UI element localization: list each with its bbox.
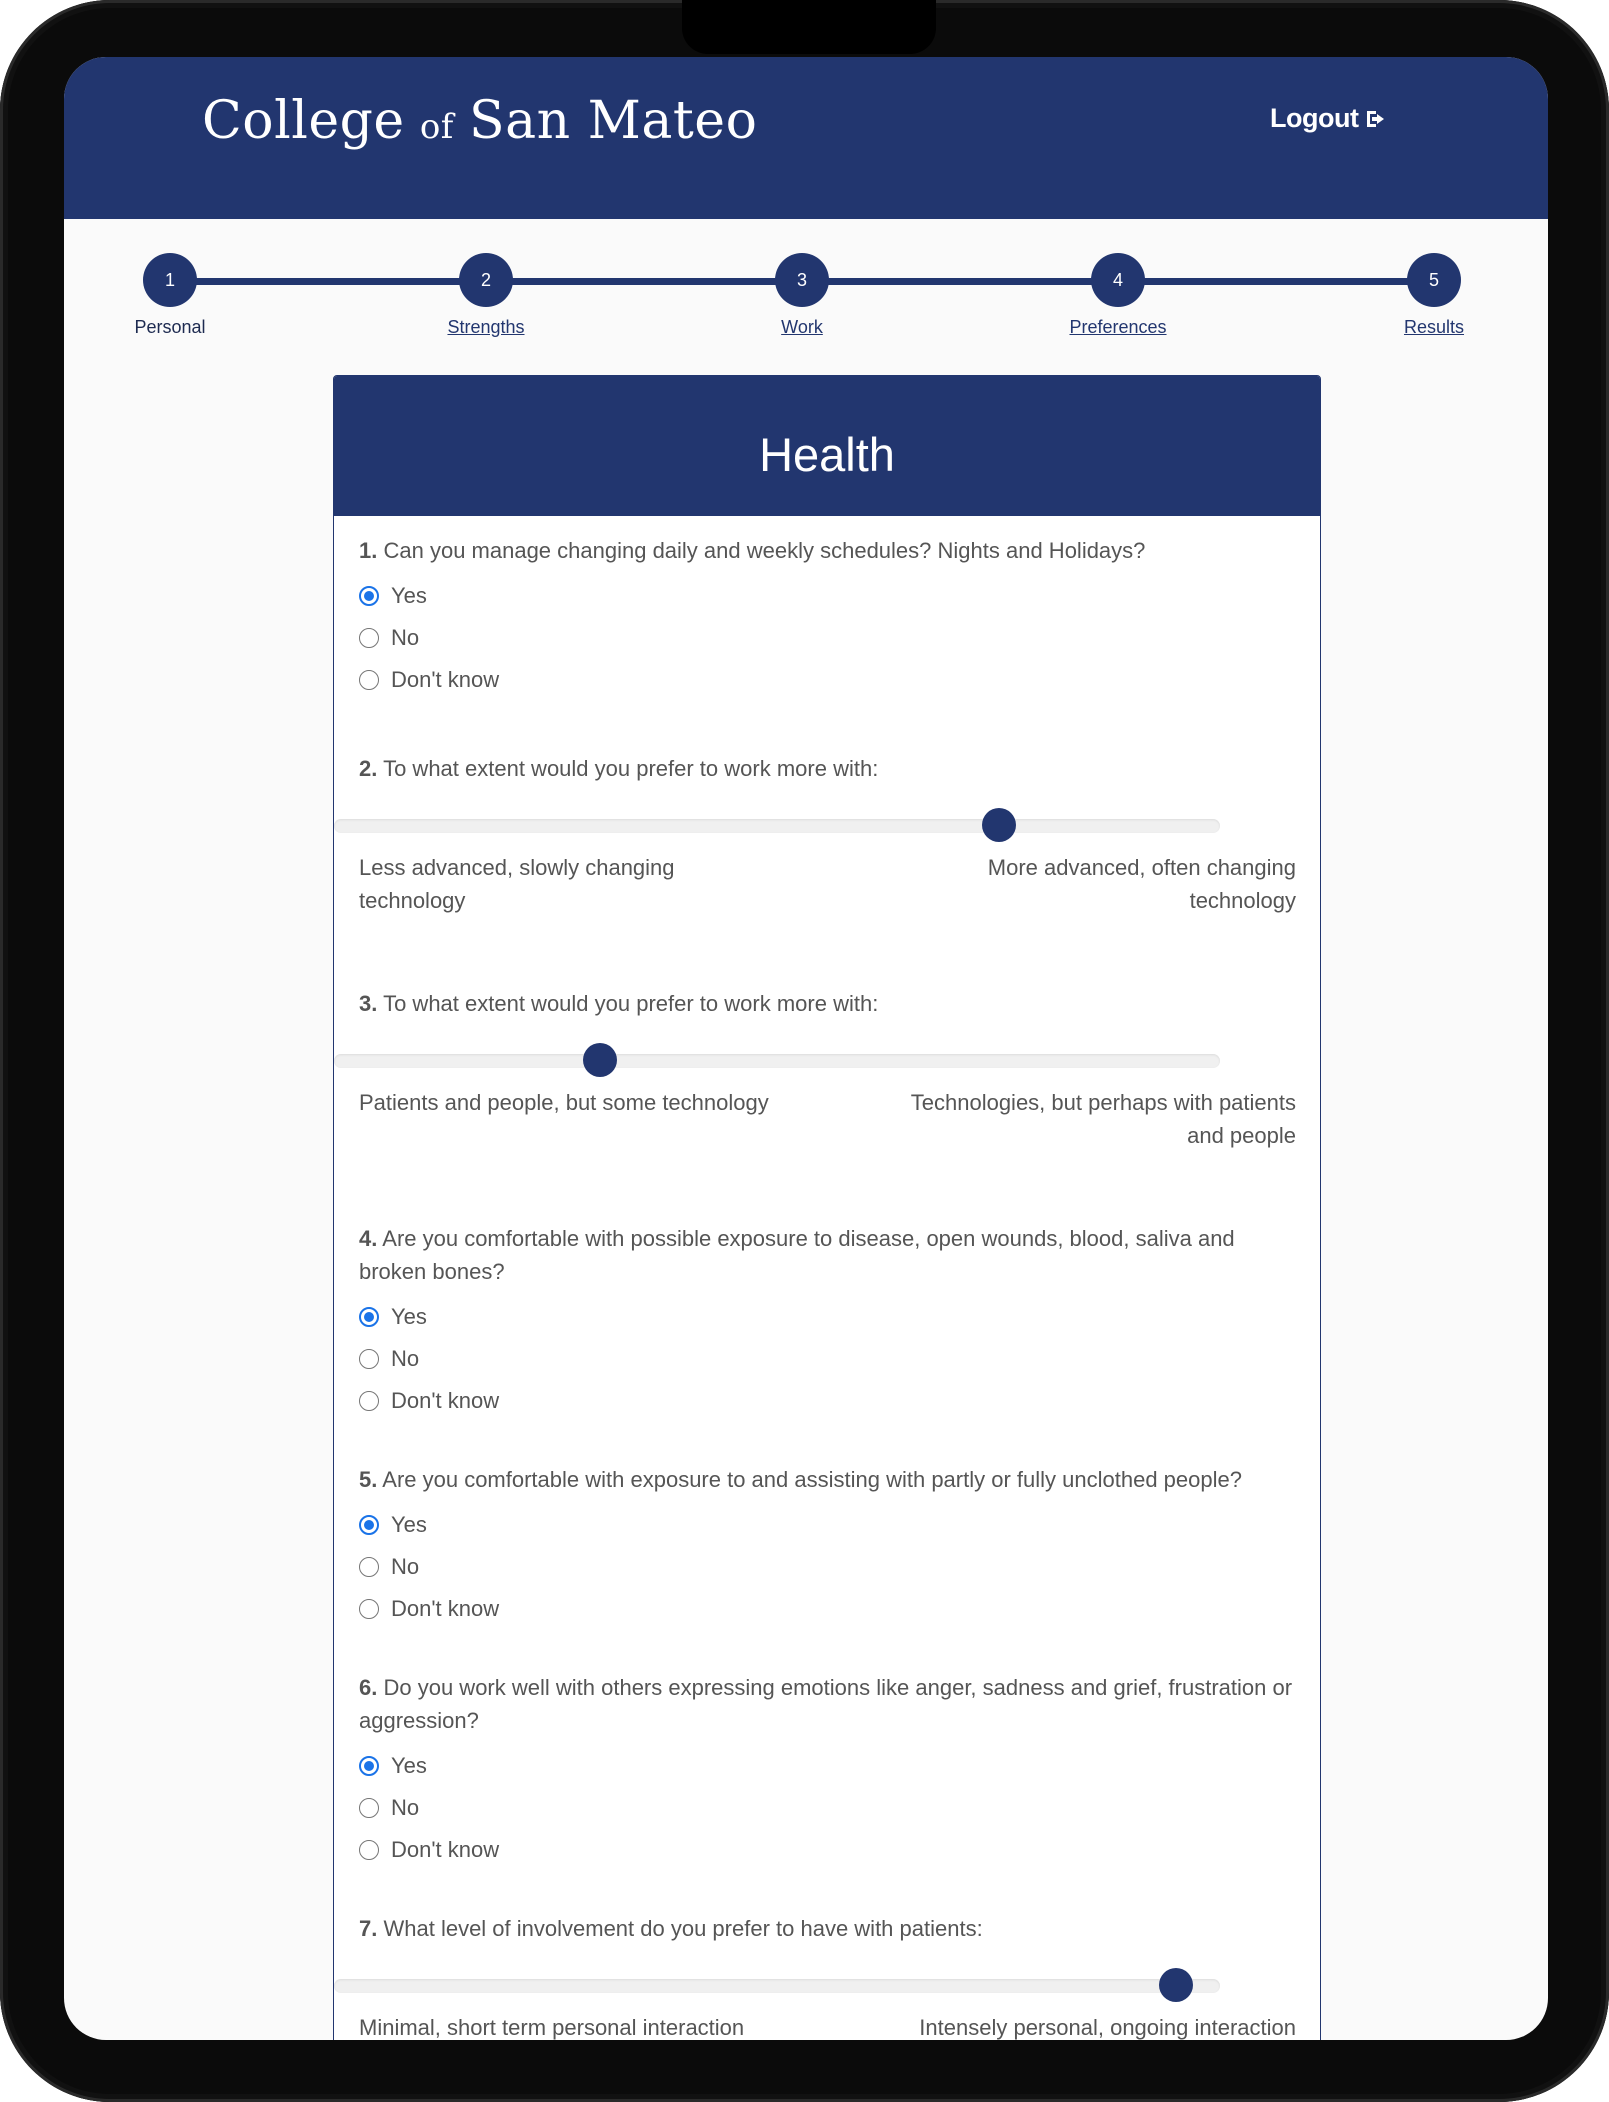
slider-right-label: More advanced, often changing technology: [987, 855, 1296, 913]
logout-label: Logout: [1270, 103, 1359, 133]
radio-button[interactable]: [359, 1840, 379, 1860]
option-no[interactable]: [359, 617, 1296, 659]
option-label: Don't know: [391, 667, 500, 692]
option-label: No: [391, 1346, 420, 1371]
option-dont-know[interactable]: [359, 659, 1296, 701]
question-text: [359, 1671, 1296, 1737]
radio-button[interactable]: [359, 1391, 379, 1411]
question-3: [359, 987, 1296, 1152]
step-label: Strengths: [447, 317, 525, 337]
radio-group: [359, 1296, 1296, 1422]
logo-word-of: of: [419, 107, 454, 147]
slider-thumb[interactable]: [1159, 1968, 1193, 2002]
option-label: Yes: [391, 1512, 427, 1537]
radio-button[interactable]: [359, 1756, 379, 1776]
site-header: [64, 57, 1548, 219]
questionnaire-card: [333, 375, 1321, 2040]
option-yes[interactable]: [359, 1504, 1296, 1546]
logout-icon: [1364, 107, 1388, 131]
logout-button[interactable]: [1270, 103, 1388, 134]
slider-end-labels: [359, 1086, 1296, 1152]
slider-thumb[interactable]: [583, 1043, 617, 1077]
option-label: No: [391, 1795, 420, 1820]
radio-button[interactable]: [359, 1515, 379, 1535]
step-work[interactable]: [722, 253, 882, 338]
question-number: 3.: [359, 991, 378, 1016]
radio-button[interactable]: [359, 670, 379, 690]
radio-group: [359, 1745, 1296, 1871]
option-label: Yes: [391, 1753, 427, 1778]
option-yes[interactable]: [359, 1745, 1296, 1787]
slider-end-labels: [359, 851, 1296, 917]
option-no[interactable]: [359, 1546, 1296, 1588]
camera-notch: [682, 0, 936, 54]
logo-word-san-mateo: San Mateo: [469, 91, 758, 151]
step-personal[interactable]: [90, 253, 250, 338]
question-label: To what extent would you prefer to work more with:: [383, 991, 879, 1016]
option-label: No: [391, 1554, 420, 1579]
question-6: [359, 1671, 1296, 1871]
slider-right-label: Technologies, but perhaps with patients and people: [910, 1090, 1296, 1148]
step-results[interactable]: [1354, 253, 1514, 338]
radio-button[interactable]: [359, 1798, 379, 1818]
question-text: [359, 534, 1296, 567]
question-1: [359, 534, 1296, 701]
question-label: Can you manage changing daily and weekly schedules? Nights and Holidays?: [383, 538, 1146, 563]
screen: [64, 57, 1548, 2040]
option-label: Yes: [391, 583, 427, 608]
slider-track[interactable]: [334, 819, 1220, 833]
question-number: 4.: [359, 1226, 378, 1251]
radio-button[interactable]: [359, 1599, 379, 1619]
question-text: [359, 752, 1296, 785]
step-label: Preferences: [1069, 317, 1167, 337]
option-dont-know[interactable]: [359, 1380, 1296, 1422]
radio-group: [359, 1504, 1296, 1630]
slider[interactable]: [334, 1963, 1296, 2003]
step-number: 3: [775, 253, 829, 307]
slider[interactable]: [334, 803, 1296, 843]
option-dont-know[interactable]: [359, 1829, 1296, 1871]
question-2: [359, 752, 1296, 917]
question-text: [359, 987, 1296, 1020]
step-label: Work: [781, 317, 823, 337]
slider-right-label: Intensely personal, ongoing interaction: [919, 2015, 1296, 2040]
option-yes[interactable]: [359, 1296, 1296, 1338]
section-title: Health: [334, 376, 1320, 516]
step-label: Personal: [134, 317, 206, 337]
option-label: No: [391, 625, 420, 650]
question-number: 1.: [359, 538, 378, 563]
option-yes[interactable]: [359, 575, 1296, 617]
step-number: 5: [1407, 253, 1461, 307]
step-strengths[interactable]: [406, 253, 566, 338]
slider-left-label: Minimal, short term personal interaction: [359, 2015, 745, 2040]
step-number: 2: [459, 253, 513, 307]
question-text: [359, 1222, 1296, 1288]
question-number: 5.: [359, 1467, 378, 1492]
option-no[interactable]: [359, 1787, 1296, 1829]
question-text: [359, 1912, 1296, 1945]
slider-track[interactable]: [334, 1979, 1220, 1993]
radio-button[interactable]: [359, 586, 379, 606]
option-no[interactable]: [359, 1338, 1296, 1380]
option-dont-know[interactable]: [359, 1588, 1296, 1630]
question-text: [359, 1463, 1296, 1496]
step-number: 4: [1091, 253, 1145, 307]
radio-group: [359, 575, 1296, 701]
slider[interactable]: [334, 1038, 1296, 1078]
step-preferences[interactable]: [1038, 253, 1198, 338]
slider-thumb[interactable]: [982, 808, 1016, 842]
slider-left-label: Patients and people, but some technology: [359, 1090, 769, 1115]
radio-button[interactable]: [359, 1307, 379, 1327]
question-label: Do you work well with others expressing emotions like anger, sadness and grief, frustration or aggression?: [359, 1675, 1293, 1733]
question-label: What level of involvement do you prefer to have with patients:: [383, 1916, 983, 1941]
slider-track[interactable]: [334, 1054, 1220, 1068]
radio-button[interactable]: [359, 1349, 379, 1369]
question-number: 6.: [359, 1675, 378, 1700]
option-label: Yes: [391, 1304, 427, 1329]
question-7: [359, 1912, 1296, 2040]
question-label: To what extent would you prefer to work more with:: [383, 756, 879, 781]
option-label: Don't know: [391, 1388, 500, 1413]
question-4: [359, 1222, 1296, 1422]
slider-left-label: Less advanced, slowly changing technology: [359, 855, 675, 913]
college-logo[interactable]: [202, 91, 757, 157]
question-label: Are you comfortable with exposure to and assisting with partly or fully unclothed people?: [382, 1467, 1242, 1492]
radio-button[interactable]: [359, 628, 379, 648]
step-number: 1: [143, 253, 197, 307]
option-label: Don't know: [391, 1837, 500, 1862]
question-label: Are you comfortable with possible exposure to disease, open wounds, blood, saliva and broken bones?: [359, 1226, 1235, 1284]
question-number: 7.: [359, 1916, 378, 1941]
logo-word-college: College: [202, 91, 405, 151]
step-label: Results: [1403, 317, 1465, 337]
radio-button[interactable]: [359, 1557, 379, 1577]
question-5: [359, 1463, 1296, 1630]
slider-end-labels: [359, 2011, 1296, 2040]
option-label: Don't know: [391, 1596, 500, 1621]
question-number: 2.: [359, 756, 378, 781]
